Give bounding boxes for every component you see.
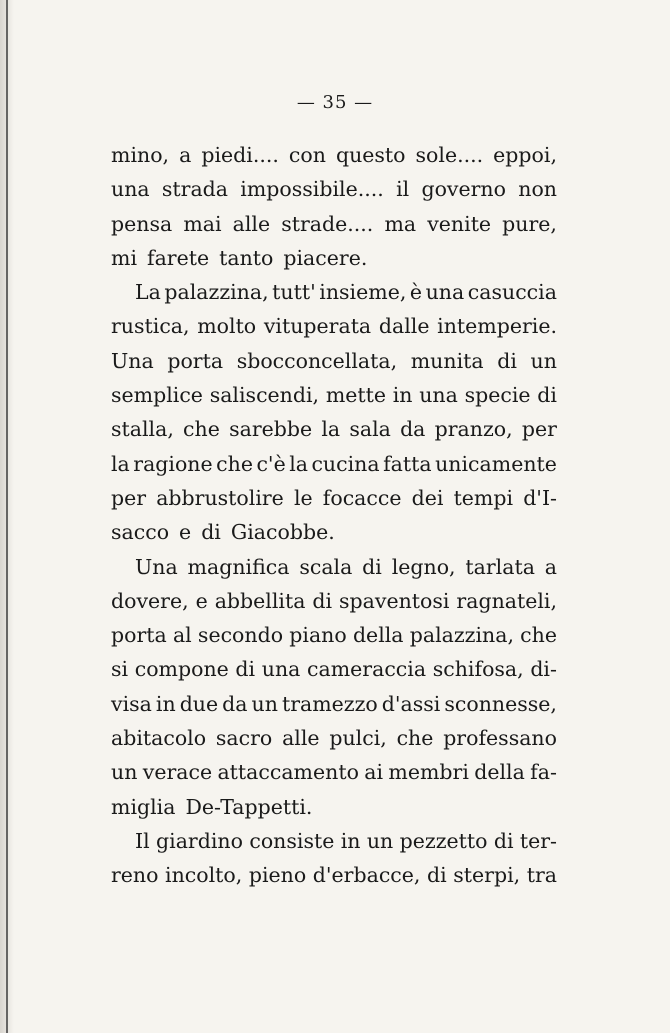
word: spaventosi — [339, 588, 450, 613]
word: sarebbe — [229, 417, 313, 442]
word: semplice — [111, 383, 203, 408]
word: palazzina, — [409, 623, 514, 648]
word: insieme, — [319, 280, 407, 305]
word: abitacolo — [111, 726, 207, 751]
text-line — [111, 755, 557, 789]
word: di — [235, 657, 256, 682]
word: sterpi, — [453, 863, 521, 888]
word: La — [135, 280, 161, 305]
word: di — [427, 863, 447, 888]
word: unicamente — [435, 451, 557, 476]
word: di- — [530, 657, 557, 682]
word: d'assi — [381, 691, 441, 716]
word: legno, — [391, 554, 456, 579]
word: cameraccia — [307, 657, 427, 682]
word: un — [251, 691, 278, 716]
word: piano — [289, 623, 347, 648]
word: di — [493, 828, 514, 853]
word: la — [111, 451, 130, 476]
page-number: — 35 — — [296, 92, 374, 113]
word: incolto, — [165, 863, 243, 888]
word: stalla, — [111, 417, 174, 442]
word: le — [293, 485, 313, 510]
word: abbrustolire — [156, 485, 284, 510]
word: in — [340, 828, 361, 853]
word: ragnateli, — [456, 588, 557, 613]
word: mai — [183, 211, 222, 236]
word: una — [261, 657, 301, 682]
word: dovere, — [111, 588, 189, 613]
word: c'è — [256, 451, 286, 476]
word: d'I- — [523, 485, 557, 510]
body-text — [111, 138, 557, 893]
text-line — [111, 309, 557, 343]
word: compone — [134, 657, 229, 682]
word: impossibile.... — [240, 177, 384, 202]
word: sbocconcellata, — [236, 348, 398, 373]
word: Una — [135, 554, 178, 579]
word: a — [544, 554, 557, 579]
text-line — [111, 378, 557, 412]
word: di — [362, 554, 382, 579]
word: alle — [282, 726, 320, 751]
word: due — [179, 691, 219, 716]
text-line — [111, 858, 557, 892]
word: molto — [197, 314, 257, 339]
word: tramezzo — [281, 691, 378, 716]
word: una — [111, 177, 150, 202]
word: piacere. — [283, 245, 368, 270]
word: è — [409, 280, 423, 305]
word: da — [222, 691, 248, 716]
word: il — [396, 177, 410, 202]
word: ai — [364, 760, 384, 785]
word: giardino — [156, 828, 243, 853]
word: una — [419, 383, 458, 408]
word: sala — [349, 417, 391, 442]
word: scala — [299, 554, 353, 579]
word: un — [530, 348, 557, 373]
word: schifosa, — [432, 657, 524, 682]
word: pezzetto — [399, 828, 488, 853]
word: miglia — [111, 794, 176, 819]
text-line — [111, 447, 557, 481]
word: e — [179, 520, 192, 545]
word: focacce — [322, 485, 402, 510]
word: tra — [526, 863, 557, 888]
word: farete — [147, 245, 210, 270]
word: una — [425, 280, 465, 305]
word: sacco — [111, 520, 170, 545]
word: d'erbacce, — [312, 863, 421, 888]
word: casuccia — [467, 280, 557, 305]
text-line — [111, 618, 557, 652]
word: fatta — [383, 451, 432, 476]
word: alle — [232, 211, 271, 236]
word: cucina — [311, 451, 380, 476]
word: sacro — [215, 726, 273, 751]
word: reno — [111, 863, 159, 888]
word: pensa — [111, 211, 173, 236]
text-line — [111, 824, 557, 858]
word: abbellita — [214, 588, 306, 613]
word: che — [183, 417, 220, 442]
word: dei — [411, 485, 444, 510]
word: pulci, — [329, 726, 387, 751]
word: e — [195, 588, 208, 613]
word: tarlata — [465, 554, 535, 579]
word: si — [111, 657, 129, 682]
text-line — [111, 550, 557, 584]
word: membri — [388, 760, 469, 785]
word: pranzo, — [434, 417, 513, 442]
word: Giacobbe. — [230, 520, 335, 545]
word: magnifica — [187, 554, 290, 579]
word: mette — [325, 383, 386, 408]
word: mi — [111, 245, 137, 270]
word: questo — [335, 143, 406, 167]
word: della — [352, 623, 404, 648]
word: in — [392, 383, 413, 408]
text-line — [111, 481, 557, 515]
word: in — [155, 691, 176, 716]
word: strada — [161, 177, 229, 202]
word: sconnesse, — [444, 691, 557, 716]
word: a — [179, 143, 192, 167]
word: che — [520, 623, 557, 648]
word: con — [288, 143, 326, 167]
text-line — [111, 515, 557, 549]
word: professano — [443, 726, 557, 751]
text-line — [111, 721, 557, 755]
word: pure, — [502, 211, 557, 236]
word: rustica, — [111, 314, 190, 339]
word: saliscendi, — [209, 383, 320, 408]
text-line — [111, 584, 557, 618]
word: la — [289, 451, 308, 476]
word: verace — [142, 760, 213, 785]
word: visa — [111, 691, 152, 716]
word: ragione — [133, 451, 213, 476]
word: De-Tappetti. — [185, 794, 313, 819]
word: porta — [167, 348, 224, 373]
word: che — [216, 451, 253, 476]
word: specie — [464, 383, 531, 408]
word: Il — [135, 828, 150, 853]
text-line — [111, 687, 557, 721]
word: strade.... — [281, 211, 374, 236]
word: di — [537, 383, 557, 408]
word: per — [111, 485, 147, 510]
word: di — [497, 348, 517, 373]
word: venite — [427, 211, 492, 236]
word: della — [474, 760, 525, 785]
word: al — [172, 623, 192, 648]
word: pieno — [248, 863, 307, 888]
text-line — [111, 790, 557, 824]
text-line — [111, 344, 557, 378]
word: ter- — [519, 828, 557, 853]
word: porta — [111, 623, 167, 648]
word: per — [521, 417, 557, 442]
word: sole.... — [415, 143, 484, 167]
word: di — [201, 520, 221, 545]
word: consiste — [249, 828, 335, 853]
word: tanto — [219, 245, 274, 270]
word: un — [111, 760, 138, 785]
text-line — [111, 207, 557, 241]
word: mino, — [111, 143, 170, 167]
binding-edge — [6, 0, 8, 1033]
text-line — [111, 412, 557, 446]
word: fa- — [530, 760, 557, 785]
word: attaccamento — [217, 760, 359, 785]
word: che — [396, 726, 434, 751]
word: munita — [410, 348, 484, 373]
word: la — [321, 417, 341, 442]
text-line — [111, 172, 557, 206]
word: dalle — [378, 314, 430, 339]
text-line — [111, 138, 557, 172]
word: vituperata — [263, 314, 372, 339]
word: ma — [384, 211, 417, 236]
word: di — [312, 588, 333, 613]
word: tempi — [453, 485, 514, 510]
word: intemperie. — [437, 314, 557, 339]
word: tutt' — [272, 280, 316, 305]
word: governo — [421, 177, 506, 202]
word: palazzina, — [164, 280, 269, 305]
text-line — [111, 241, 557, 275]
word: piedi.... — [201, 143, 279, 167]
word: non — [518, 177, 557, 202]
word: Una — [111, 348, 154, 373]
text-line — [111, 652, 557, 686]
word: secondo — [197, 623, 284, 648]
text-line — [111, 275, 557, 309]
word: da — [400, 417, 426, 442]
word: eppoi, — [493, 143, 557, 167]
word: un — [366, 828, 394, 853]
